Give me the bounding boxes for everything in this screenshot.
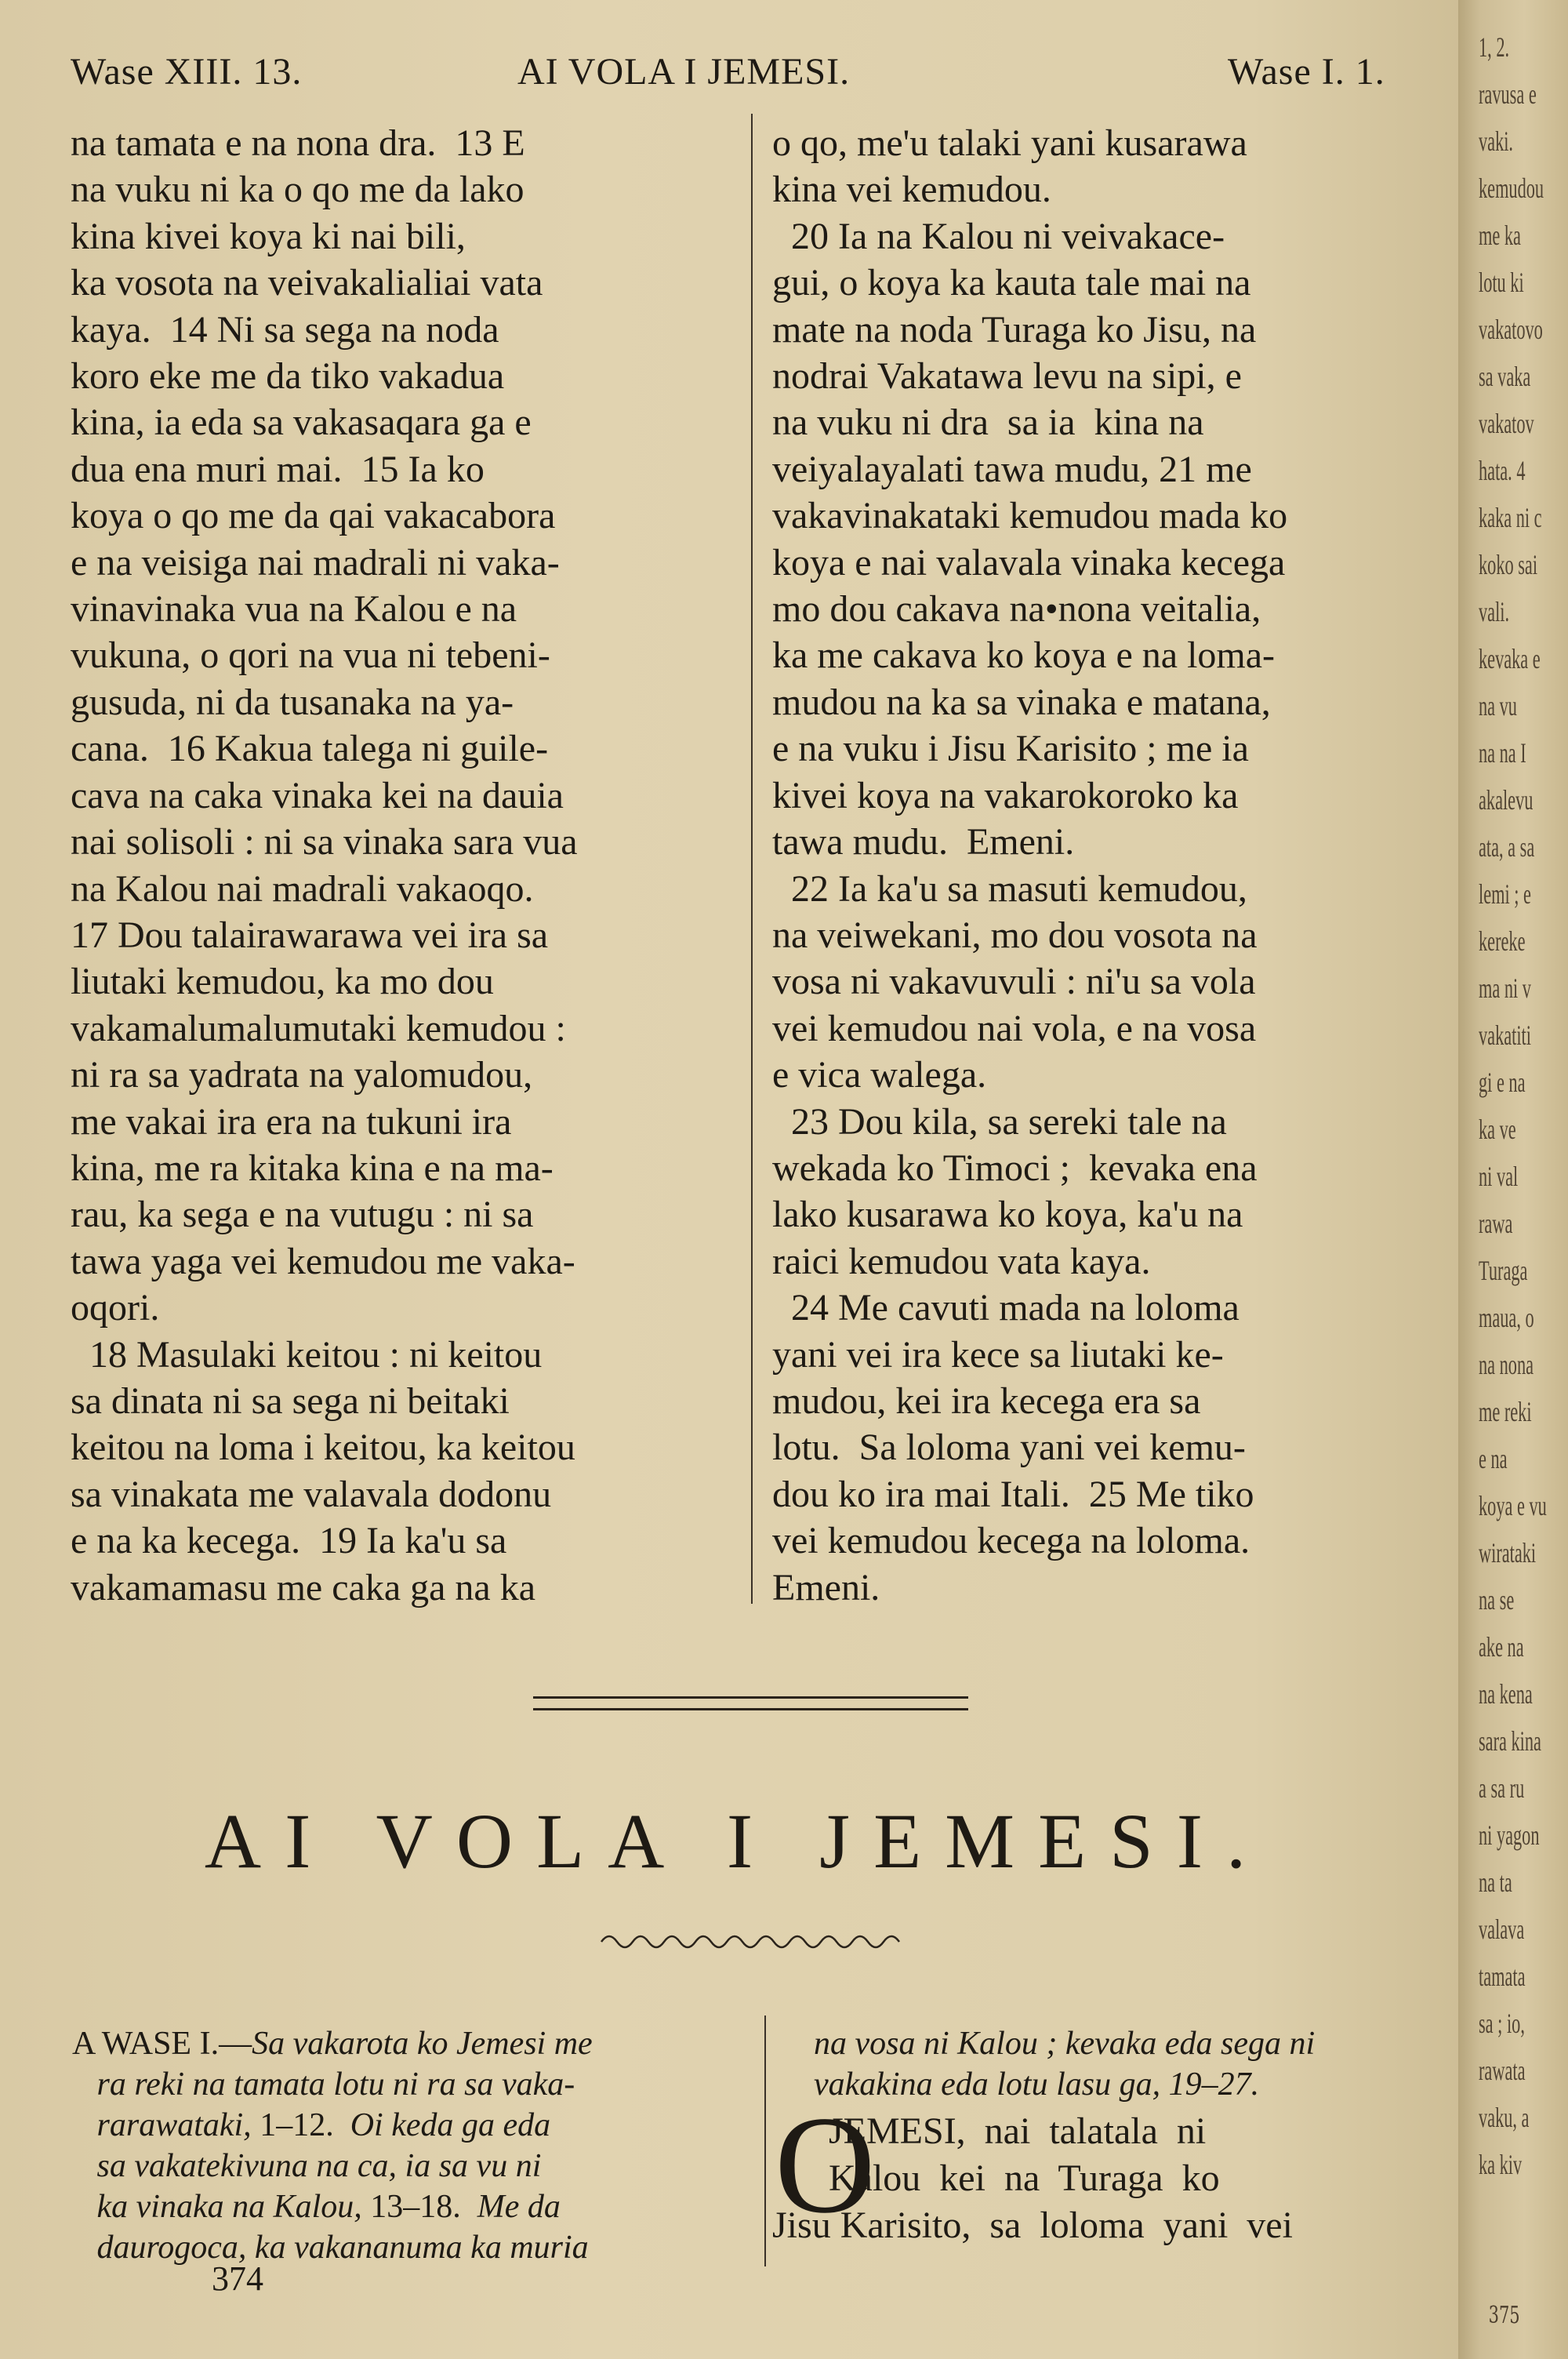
column-divider <box>751 114 753 1604</box>
column-divider-lower <box>764 2016 766 2266</box>
summary-heading: A WASE I. <box>72 2026 220 2062</box>
summary-part-2: Oi keda ga eda sa vakatekivuna na ca, ia sa vu ni ka vinaka na Kalou, <box>96 2107 551 2225</box>
facing-page-bleed-text: 1, 2. ravusa e vaki. kemudou me ka lotu ki vakatovo sa vaka vakatov hata. 4 kaka ni c koko sai vali. kevaka e na vu na na I akalevu ata, a sa lemi ; e kereke ma ni v vakatiti gi e na ka ve ni val rawa Turaga maua, o na nona me reki e na koya e vu wirataki na se ake na na kena sara kina a sa ru ni yagon na ta valava tamata sa ; io, rawata vaku, a ka kiv <box>1479 31 1547 2180</box>
chapter-summary: A WASE I.—Sa vakarota ko Jemesi me ra reki na tamata lotu ni ra sa vaka- rarawataki, 1–12. Oi keda ga eda sa vakatekivuna na ca, ia sa vu ni ka vinaka na Kalou, 13–18. Me da daurogoca, ka vakananuma ka muria <box>72 2026 593 2266</box>
text-column-right: o qo, me'u talaki yani kusarawa kina vei kemudou. 20 Ia na Kalou ni veivakace- gui, o koya ka kauta tale mai na mate na noda Turaga ko Jisu, na nodrai Vakatawa levu na sipi, e na vuku ni dra sa ia kina na veiyalayalati tawa mudu, 21 me vakavinakataki kemudou mada ko koya e nai valavala vinaka kecega mo dou cakava na•nona veitalia, ka me cakava ko koya e na loma- mudou na ka sa vinaka e matana, e na vuku i Jisu Karisito ; me ia kivei koya na vakarokoroko ka tawa mudu. Emeni. 22 Ia ka'u sa masuti kemudou, na veiwekani, mo dou vosota na vosa ni vakavuvuli : ni'u sa vola vei kemudou nai vola, e na vosa e vica walega. 23 Dou kila, sa sereki tale na wekada ko Timoci ; kevaka ena lako kusarawa ko koya, ka'u na raici kemudou vata kaya. 24 Me cavuti mada na loloma yani vei ira kece sa liutaki ke- mudou, kei ira kecega era sa lotu. Sa loloma yani vei kemu- dou ko ira mai Itali. 25 Me tiko vei kemudou kecega na loloma. Emeni. <box>772 122 1288 1608</box>
book-title: AI VOLA I JEMESI. <box>204 1797 1270 1885</box>
facing-page-number: 375 <box>1488 2302 1520 2329</box>
text-column-left: na tamata e na nona dra. 13 E na vuku ni ka o qo me da lako kina kivei koya ki nai bili, ka vosota na veivakalialiai vata kaya. 14 Ni sa sega na noda koro eke me da tiko vakadua kina, ia eda sa vakasaqara ga e dua ena muri mai. 15 Ia ko koya o qo me da qai vakacabora e na veisiga nai madrali ni vaka- vinavinaka vua na Kalou e na vukuna, o qori na vua ni tebeni- gusuda, ni da tusanaka na ya- cana. 16 Kakua talega ni guile- cava na caka vinaka kei na dauia nai solisoli : ni sa vinaka sara vua na Kalou nai madrali vakaoqo. 17 Dou talairawarawa vei ira sa liutaki kemudou, ka mo dou vakamalumalumutaki kemudou : ni ra sa yadrata na yalomudou, me vakai ira era na tukuni ira kina, me ra kitaka kina e na ma- rau, ka sega e na vutugu : ni sa tawa yaga vei kemudou me vaka- oqori. 18 Masulaki keitou : ni keitou sa dinata ni sa sega ni beitaki keitou na loma i keitou, ka keitou sa vinakata me valavala dodonu e na ka kecega. 19 Ia ka'u sa vakamamasu me caka ga na ka <box>71 122 578 1608</box>
chapter-summary-continued: na vosa ni Kalou ; kevaka eda sega ni vakakina eda lotu lasu ga, 19–27. <box>814 2026 1316 2103</box>
summary-part-3: Me da daurogoca, ka vakananuma ka muria <box>96 2189 589 2266</box>
summary-ref-2: 13–18. <box>370 2189 461 2225</box>
facing-page-edge <box>1458 0 1568 2359</box>
running-head-title: AI VOLA I JEMESI. <box>517 51 851 93</box>
double-rule-divider <box>533 1696 968 1710</box>
running-head-right: Wase I. 1. <box>1228 51 1385 93</box>
opening-verse: JEMESI, nai talatala ni Kalou kei na Turaga ko Jisu Karisito, sa loloma yani vei <box>772 2110 1293 2246</box>
wavy-ornament <box>600 1929 906 1951</box>
running-head-left: Wase XIII. 13. <box>71 51 303 93</box>
page-number: 374 <box>212 2259 263 2298</box>
summary-ref-1: 1–12. <box>260 2107 334 2143</box>
summary-part-1: Sa vakarota ko Jemesi me ra reki na tamata lotu ni ra sa vaka- rarawataki, <box>96 2026 593 2143</box>
drop-cap: O <box>775 2087 876 2242</box>
